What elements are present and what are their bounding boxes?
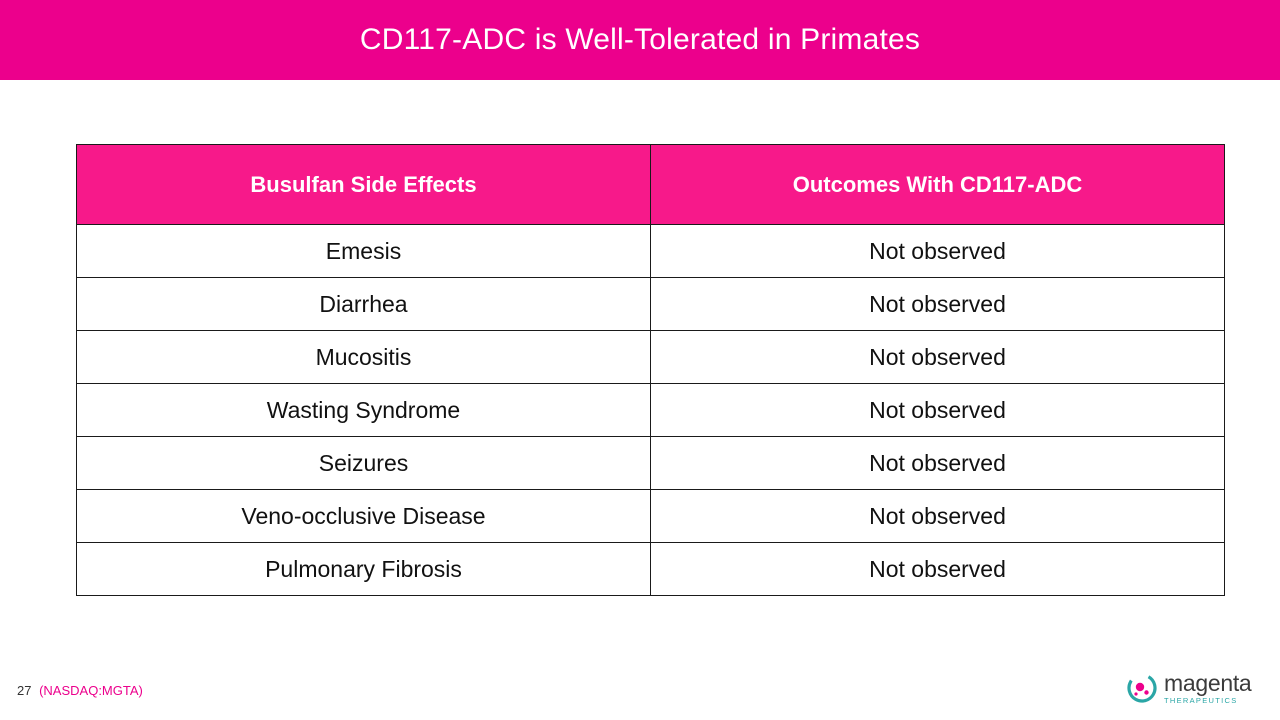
table-header-row <box>77 145 1225 225</box>
side-effect-cell: Pulmonary Fibrosis <box>77 543 651 596</box>
outcome-cell: Not observed <box>651 225 1225 278</box>
slide-title: CD117-ADC is Well-Tolerated in Primates <box>359 23 921 56</box>
table-row <box>77 384 1225 437</box>
side-effect-cell: Diarrhea <box>77 278 651 331</box>
table-row <box>77 490 1225 543</box>
side-effect-cell: Seizures <box>77 437 651 490</box>
table-row <box>77 437 1225 490</box>
side-effect-cell: Mucositis <box>77 331 651 384</box>
company-logo <box>1126 668 1266 708</box>
side-effect-cell: Veno-occlusive Disease <box>77 490 651 543</box>
page-number: 27 <box>17 683 32 698</box>
header-busulfan-side-effects: Busulfan Side Effects <box>77 145 651 225</box>
table-row <box>77 225 1225 278</box>
side-effect-cell: Emesis <box>77 225 651 278</box>
outcome-cell: Not observed <box>651 543 1225 596</box>
logo-name: magenta <box>1164 669 1252 696</box>
table-row <box>77 543 1225 596</box>
logo-subtitle: THERAPEUTICS <box>1164 695 1238 705</box>
outcome-cell: Not observed <box>651 437 1225 490</box>
outcome-cell: Not observed <box>651 278 1225 331</box>
table-row <box>77 331 1225 384</box>
outcome-cell: Not observed <box>651 384 1225 437</box>
ticker-symbol: (NASDAQ:MGTA) <box>39 683 143 698</box>
magenta-logo-icon <box>1126 672 1158 704</box>
title-bar <box>0 0 1280 80</box>
slide-footer <box>17 683 143 698</box>
outcome-cell: Not observed <box>651 331 1225 384</box>
side-effects-table <box>76 144 1225 596</box>
side-effect-cell: Wasting Syndrome <box>77 384 651 437</box>
table-row <box>77 278 1225 331</box>
outcome-cell: Not observed <box>651 490 1225 543</box>
header-outcomes-cd117-adc: Outcomes With CD117-ADC <box>651 145 1225 225</box>
